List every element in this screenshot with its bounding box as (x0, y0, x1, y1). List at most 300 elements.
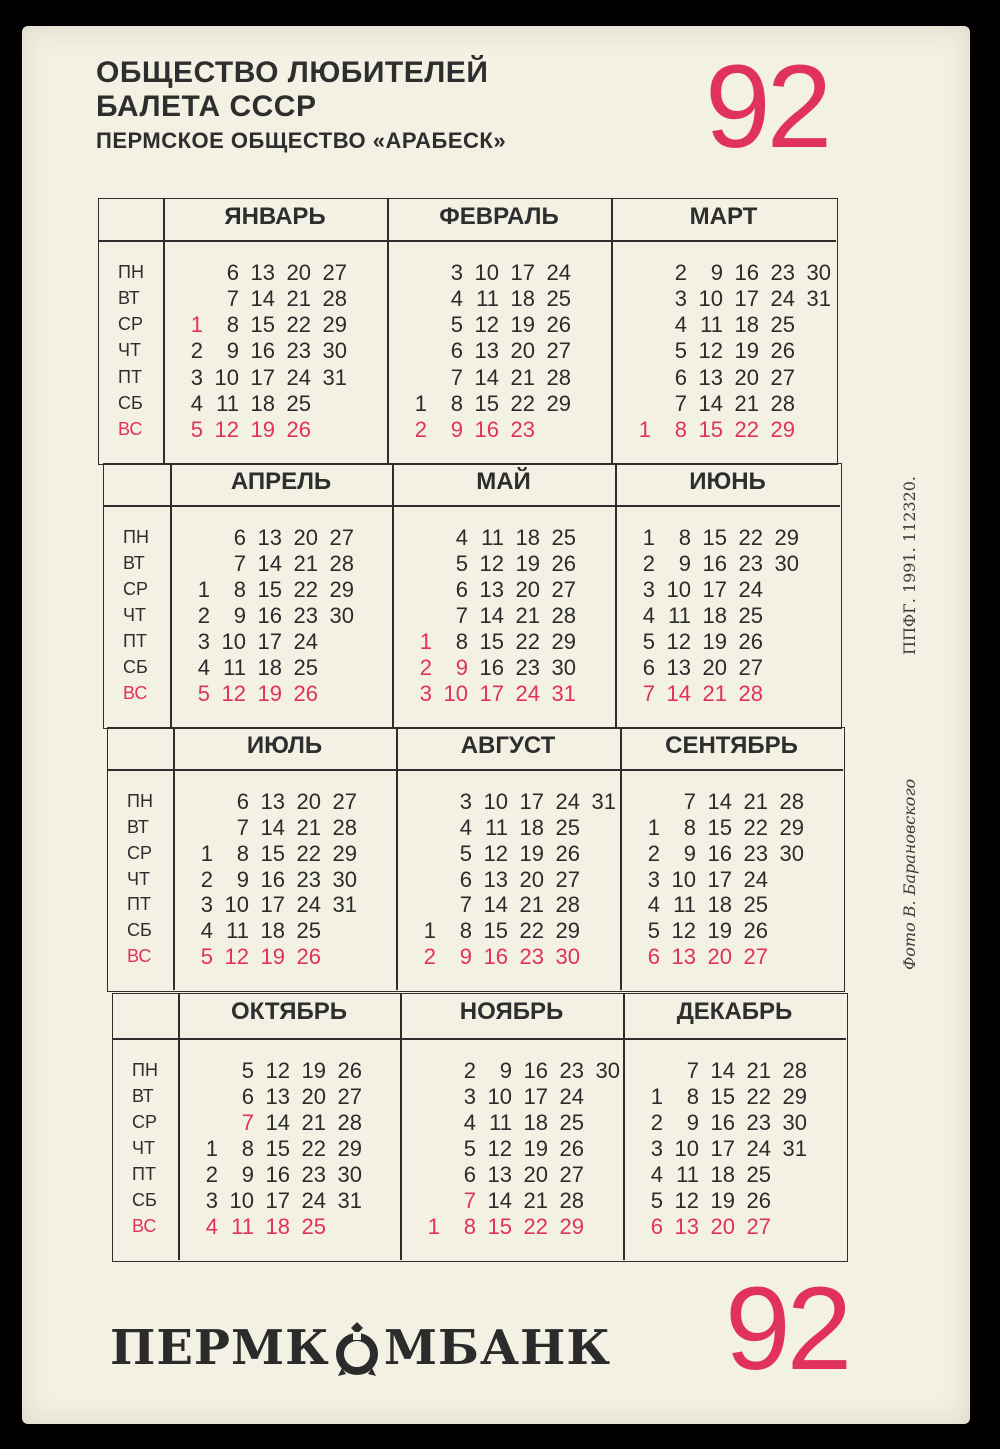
day-number: 27 (746, 1214, 771, 1239)
day-number: 9 (236, 866, 249, 892)
day-number: 22 (743, 814, 768, 840)
day-number: 6 (642, 655, 655, 680)
day-number: 12 (698, 338, 723, 364)
day-number: 24 (555, 789, 580, 814)
day-number: 17 (702, 577, 727, 602)
day-number: 20 (515, 577, 540, 602)
day-number: 1 (200, 840, 213, 866)
day-number: 26 (551, 551, 576, 576)
day-number: 3 (463, 1084, 476, 1109)
day-number: 17 (257, 629, 282, 654)
bank-emblem-icon (332, 1318, 382, 1378)
day-number: 18 (265, 1214, 290, 1239)
day-number: 25 (746, 1162, 771, 1187)
day-number: 27 (337, 1084, 362, 1109)
quarter-block (112, 993, 848, 1262)
day-number: 5 (459, 840, 472, 866)
day-number: 20 (519, 866, 544, 892)
weekday-label: ПТ (132, 1164, 156, 1184)
day-number: 14 (483, 892, 508, 918)
day-number: 1 (642, 525, 655, 550)
day-number: 16 (474, 416, 499, 442)
day-number: 16 (250, 338, 275, 364)
day-number: 26 (337, 1058, 362, 1083)
day-number: 25 (559, 1110, 584, 1135)
society-title-line2: БАЛЕТА СССР (96, 90, 317, 123)
weekday-label: ВТ (132, 1086, 154, 1106)
day-number: 24 (770, 286, 795, 312)
day-number: 18 (707, 892, 732, 918)
day-number: 22 (734, 416, 759, 442)
day-number: 7 (226, 286, 239, 312)
day-number: 20 (510, 338, 535, 364)
day-number: 1 (414, 390, 427, 416)
month-name: ЯНВАРЬ (224, 203, 326, 230)
day-number: 29 (770, 416, 795, 442)
day-number: 12 (221, 681, 246, 706)
column-divider (615, 463, 617, 727)
day-number: 11 (216, 390, 239, 416)
society-title-line1: ОБЩЕСТВО ЛЮБИТЕЛЕЙ (96, 56, 489, 89)
day-number: 9 (455, 655, 468, 680)
day-number: 14 (479, 603, 504, 628)
column-divider (163, 198, 165, 463)
day-number: 8 (678, 525, 691, 550)
day-number: 6 (459, 866, 472, 892)
day-number: 22 (510, 390, 535, 416)
day-number: 20 (296, 789, 321, 814)
day-number: 21 (746, 1058, 771, 1083)
day-number: 1 (197, 577, 210, 602)
day-number: 8 (241, 1136, 254, 1161)
day-number: 15 (483, 918, 508, 944)
day-number: 16 (523, 1058, 548, 1083)
day-number: 3 (419, 681, 432, 706)
day-number: 30 (332, 866, 357, 892)
day-number: 5 (190, 416, 203, 442)
column-divider (400, 993, 402, 1260)
day-number: 7 (683, 789, 696, 814)
day-number: 31 (332, 892, 357, 918)
day-number: 13 (265, 1084, 290, 1109)
day-number: 23 (301, 1162, 326, 1187)
day-number: 29 (779, 814, 804, 840)
day-number: 14 (707, 789, 732, 814)
day-number: 21 (515, 603, 540, 628)
day-number: 5 (647, 918, 660, 944)
day-number: 30 (329, 603, 354, 628)
weekday-label: ВТ (127, 816, 149, 837)
day-number: 12 (224, 944, 249, 970)
print-info: ППФГ. 1991. 112320. (900, 475, 919, 655)
day-number: 16 (707, 840, 732, 866)
day-number: 29 (329, 577, 354, 602)
day-number: 31 (782, 1136, 807, 1161)
day-number: 21 (702, 681, 727, 706)
day-number: 27 (322, 260, 347, 285)
day-number: 9 (683, 840, 696, 866)
day-number: 12 (265, 1058, 290, 1083)
day-number: 18 (257, 655, 282, 680)
day-number: 21 (743, 789, 768, 814)
day-number: 19 (734, 338, 759, 364)
day-number: 25 (555, 814, 580, 840)
day-number: 24 (515, 681, 540, 706)
weekday-label: СР (123, 579, 149, 599)
day-number: 4 (647, 892, 660, 918)
day-number: 4 (674, 312, 687, 338)
day-number: 14 (474, 364, 499, 390)
month-name: ИЮЛЬ (246, 732, 323, 759)
day-number: 1 (647, 814, 660, 840)
day-number: 28 (782, 1058, 807, 1083)
day-number: 12 (214, 416, 239, 442)
day-number: 22 (286, 312, 311, 338)
day-number: 23 (510, 416, 535, 442)
day-number: 3 (642, 577, 655, 602)
day-number: 10 (483, 789, 508, 814)
weekday-label: СБ (127, 920, 152, 941)
day-number: 7 (236, 814, 249, 840)
day-number: 2 (647, 840, 660, 866)
day-number: 19 (257, 681, 282, 706)
day-number: 1 (650, 1084, 663, 1109)
day-number: 5 (650, 1188, 663, 1213)
column-divider (387, 198, 389, 463)
day-number: 29 (337, 1136, 362, 1161)
month-name: ОКТЯБРЬ (230, 998, 347, 1025)
day-number: 8 (233, 577, 246, 602)
day-number: 10 (214, 364, 239, 390)
day-number: 27 (743, 944, 768, 970)
day-number: 28 (555, 892, 580, 918)
day-number: 3 (197, 629, 210, 654)
day-number: 29 (551, 629, 576, 654)
day-number: 3 (459, 789, 472, 814)
day-number: 10 (698, 286, 723, 312)
day-number: 19 (519, 840, 544, 866)
day-number: 10 (674, 1136, 699, 1161)
day-number: 15 (479, 629, 504, 654)
bank-name-part2: МБАНК (383, 1320, 612, 1376)
day-number: 10 (224, 892, 249, 918)
weekday-label: ВС (123, 683, 148, 703)
day-number: 6 (450, 338, 463, 364)
day-number: 24 (296, 892, 321, 918)
day-number: 11 (223, 655, 246, 680)
day-number: 17 (519, 789, 544, 814)
day-number: 11 (673, 892, 696, 918)
day-number: 23 (293, 603, 318, 628)
day-number: 5 (241, 1058, 254, 1083)
column-divider (173, 727, 175, 990)
day-number: 19 (523, 1136, 548, 1161)
day-number: 31 (322, 364, 347, 390)
day-number: 30 (779, 840, 804, 866)
day-number: 10 (229, 1188, 254, 1213)
day-number: 19 (515, 551, 540, 576)
day-number: 31 (806, 286, 831, 312)
day-number: 16 (265, 1162, 290, 1187)
day-number: 19 (250, 416, 275, 442)
month-name: ИЮНЬ (689, 468, 766, 495)
day-number: 12 (671, 918, 696, 944)
day-number: 28 (559, 1188, 584, 1213)
day-number: 8 (226, 312, 239, 338)
day-number: 20 (286, 260, 311, 285)
day-number: 27 (329, 525, 354, 550)
day-number: 8 (459, 918, 472, 944)
day-number: 15 (474, 390, 499, 416)
day-number: 9 (450, 416, 463, 442)
day-number: 12 (666, 629, 691, 654)
day-number: 30 (555, 944, 580, 970)
day-number: 26 (286, 416, 311, 442)
day-number: 12 (479, 551, 504, 576)
day-number: 8 (455, 629, 468, 654)
day-number: 17 (260, 892, 285, 918)
column-divider (623, 993, 625, 1260)
day-number: 11 (700, 312, 723, 338)
day-number: 6 (236, 789, 249, 814)
day-number: 3 (450, 260, 463, 285)
day-number: 21 (301, 1110, 326, 1135)
column-divider (170, 463, 172, 727)
day-number: 4 (455, 525, 468, 550)
day-number: 4 (642, 603, 655, 628)
day-number: 13 (483, 866, 508, 892)
quarter-block (107, 727, 845, 992)
day-number: 23 (296, 866, 321, 892)
day-number: 19 (260, 944, 285, 970)
day-number: 5 (642, 629, 655, 654)
day-number: 2 (419, 655, 432, 680)
day-number: 7 (233, 551, 246, 576)
bank-logo (110, 1318, 611, 1378)
day-number: 4 (459, 814, 472, 840)
day-number: 10 (221, 629, 246, 654)
day-number: 6 (226, 260, 239, 285)
day-number: 16 (260, 866, 285, 892)
day-number: 26 (296, 944, 321, 970)
day-number: 20 (710, 1214, 735, 1239)
day-number: 11 (476, 286, 499, 312)
day-number: 15 (702, 525, 727, 550)
day-number: 26 (559, 1136, 584, 1161)
column-divider (396, 727, 398, 990)
day-number: 29 (782, 1084, 807, 1109)
header-divider (103, 505, 840, 507)
weekday-label: ПТ (123, 631, 147, 651)
day-number: 26 (738, 629, 763, 654)
day-number: 1 (205, 1136, 218, 1161)
day-number: 29 (546, 390, 571, 416)
quarter-block (103, 463, 842, 729)
day-number: 1 (190, 312, 203, 338)
day-number: 23 (746, 1110, 771, 1135)
day-number: 20 (293, 525, 318, 550)
day-number: 8 (463, 1214, 476, 1239)
day-number: 16 (702, 551, 727, 576)
day-number: 28 (551, 603, 576, 628)
day-number: 30 (774, 551, 799, 576)
day-number: 11 (481, 525, 504, 550)
day-number: 20 (301, 1084, 326, 1109)
day-number: 13 (671, 944, 696, 970)
header-divider (107, 769, 843, 771)
day-number: 7 (455, 603, 468, 628)
day-number: 13 (250, 260, 275, 285)
day-number: 13 (487, 1162, 512, 1187)
weekday-label: СБ (132, 1190, 157, 1210)
day-number: 6 (455, 577, 468, 602)
day-number: 29 (322, 312, 347, 338)
day-number: 6 (650, 1214, 663, 1239)
weekday-label: ЧТ (123, 605, 146, 625)
day-number: 21 (293, 551, 318, 576)
day-number: 21 (296, 814, 321, 840)
day-number: 9 (686, 1110, 699, 1135)
day-number: 29 (559, 1214, 584, 1239)
day-number: 24 (546, 260, 571, 285)
day-number: 27 (770, 364, 795, 390)
day-number: 17 (479, 681, 504, 706)
day-number: 25 (296, 918, 321, 944)
weekday-label: ПТ (118, 366, 142, 387)
day-number: 5 (674, 338, 687, 364)
day-number: 7 (642, 681, 655, 706)
day-number: 11 (226, 918, 249, 944)
column-divider (178, 993, 180, 1260)
day-number: 18 (250, 390, 275, 416)
day-number: 19 (510, 312, 535, 338)
day-number: 6 (463, 1162, 476, 1187)
weekday-label: ВТ (118, 288, 140, 309)
day-number: 17 (523, 1084, 548, 1109)
day-number: 20 (702, 655, 727, 680)
weekday-label: ЧТ (132, 1138, 155, 1158)
day-number: 30 (806, 260, 831, 285)
day-number: 3 (205, 1188, 218, 1213)
day-number: 20 (734, 364, 759, 390)
day-number: 8 (686, 1084, 699, 1109)
day-number: 30 (322, 338, 347, 364)
header-divider (98, 240, 836, 242)
weekday-label: ПТ (127, 894, 151, 915)
day-number: 27 (551, 577, 576, 602)
day-number: 31 (591, 789, 616, 814)
day-number: 4 (463, 1110, 476, 1135)
day-number: 24 (286, 364, 311, 390)
day-number: 30 (782, 1110, 807, 1135)
day-number: 2 (674, 260, 687, 285)
day-number: 15 (698, 416, 723, 442)
day-number: 21 (510, 364, 535, 390)
month-name: АПРЕЛЬ (230, 468, 332, 495)
day-number: 19 (707, 918, 732, 944)
weekday-label: СР (118, 314, 144, 335)
day-number: 20 (707, 944, 732, 970)
day-number: 26 (293, 681, 318, 706)
day-number: 28 (546, 364, 571, 390)
day-number: 7 (674, 390, 687, 416)
day-number: 17 (510, 260, 535, 285)
day-number: 4 (200, 918, 213, 944)
day-number: 14 (260, 814, 285, 840)
day-number: 13 (479, 577, 504, 602)
day-number: 10 (443, 681, 468, 706)
day-number: 21 (286, 286, 311, 312)
weekday-label: СР (132, 1112, 158, 1132)
day-number: 21 (523, 1188, 548, 1213)
day-number: 12 (474, 312, 499, 338)
day-number: 28 (337, 1110, 362, 1135)
day-number: 12 (674, 1188, 699, 1213)
day-number: 9 (233, 603, 246, 628)
day-number: 20 (523, 1162, 548, 1187)
day-number: 26 (770, 338, 795, 364)
day-number: 5 (455, 551, 468, 576)
day-number: 2 (200, 866, 213, 892)
day-number: 27 (332, 789, 357, 814)
day-number: 10 (487, 1084, 512, 1109)
day-number: 14 (257, 551, 282, 576)
day-number: 28 (332, 814, 357, 840)
day-number: 29 (332, 840, 357, 866)
month-name: ДЕКАБРЬ (676, 998, 793, 1025)
day-number: 23 (519, 944, 544, 970)
day-number: 10 (671, 866, 696, 892)
day-number: 16 (710, 1110, 735, 1135)
year-bottom: 92 (725, 1263, 849, 1395)
day-number: 23 (559, 1058, 584, 1083)
day-number: 23 (286, 338, 311, 364)
weekday-label: ПН (127, 791, 153, 811)
day-number: 25 (743, 892, 768, 918)
day-number: 13 (698, 364, 723, 390)
day-number: 7 (463, 1188, 476, 1213)
day-number: 22 (738, 525, 763, 550)
weekday-label: ПН (132, 1060, 158, 1080)
day-number: 31 (337, 1188, 362, 1213)
day-number: 14 (698, 390, 723, 416)
day-number: 6 (674, 364, 687, 390)
weekday-label: ВС (127, 946, 152, 967)
day-number: 14 (265, 1110, 290, 1135)
day-number: 6 (233, 525, 246, 550)
day-number: 26 (743, 918, 768, 944)
day-number: 18 (710, 1162, 735, 1187)
day-number: 27 (738, 655, 763, 680)
day-number: 24 (293, 629, 318, 654)
day-number: 25 (770, 312, 795, 338)
day-number: 23 (770, 260, 795, 285)
header-divider (112, 1038, 846, 1040)
day-number: 17 (707, 866, 732, 892)
day-number: 15 (257, 577, 282, 602)
day-number: 28 (329, 551, 354, 576)
day-number: 8 (674, 416, 687, 442)
day-number: 21 (519, 892, 544, 918)
day-number: 2 (650, 1110, 663, 1135)
day-number: 14 (666, 681, 691, 706)
day-number: 19 (301, 1058, 326, 1083)
day-number: 25 (551, 525, 576, 550)
day-number: 15 (260, 840, 285, 866)
month-name: ФЕВРАЛЬ (439, 203, 559, 230)
day-number: 7 (686, 1058, 699, 1083)
day-number: 11 (668, 603, 691, 628)
